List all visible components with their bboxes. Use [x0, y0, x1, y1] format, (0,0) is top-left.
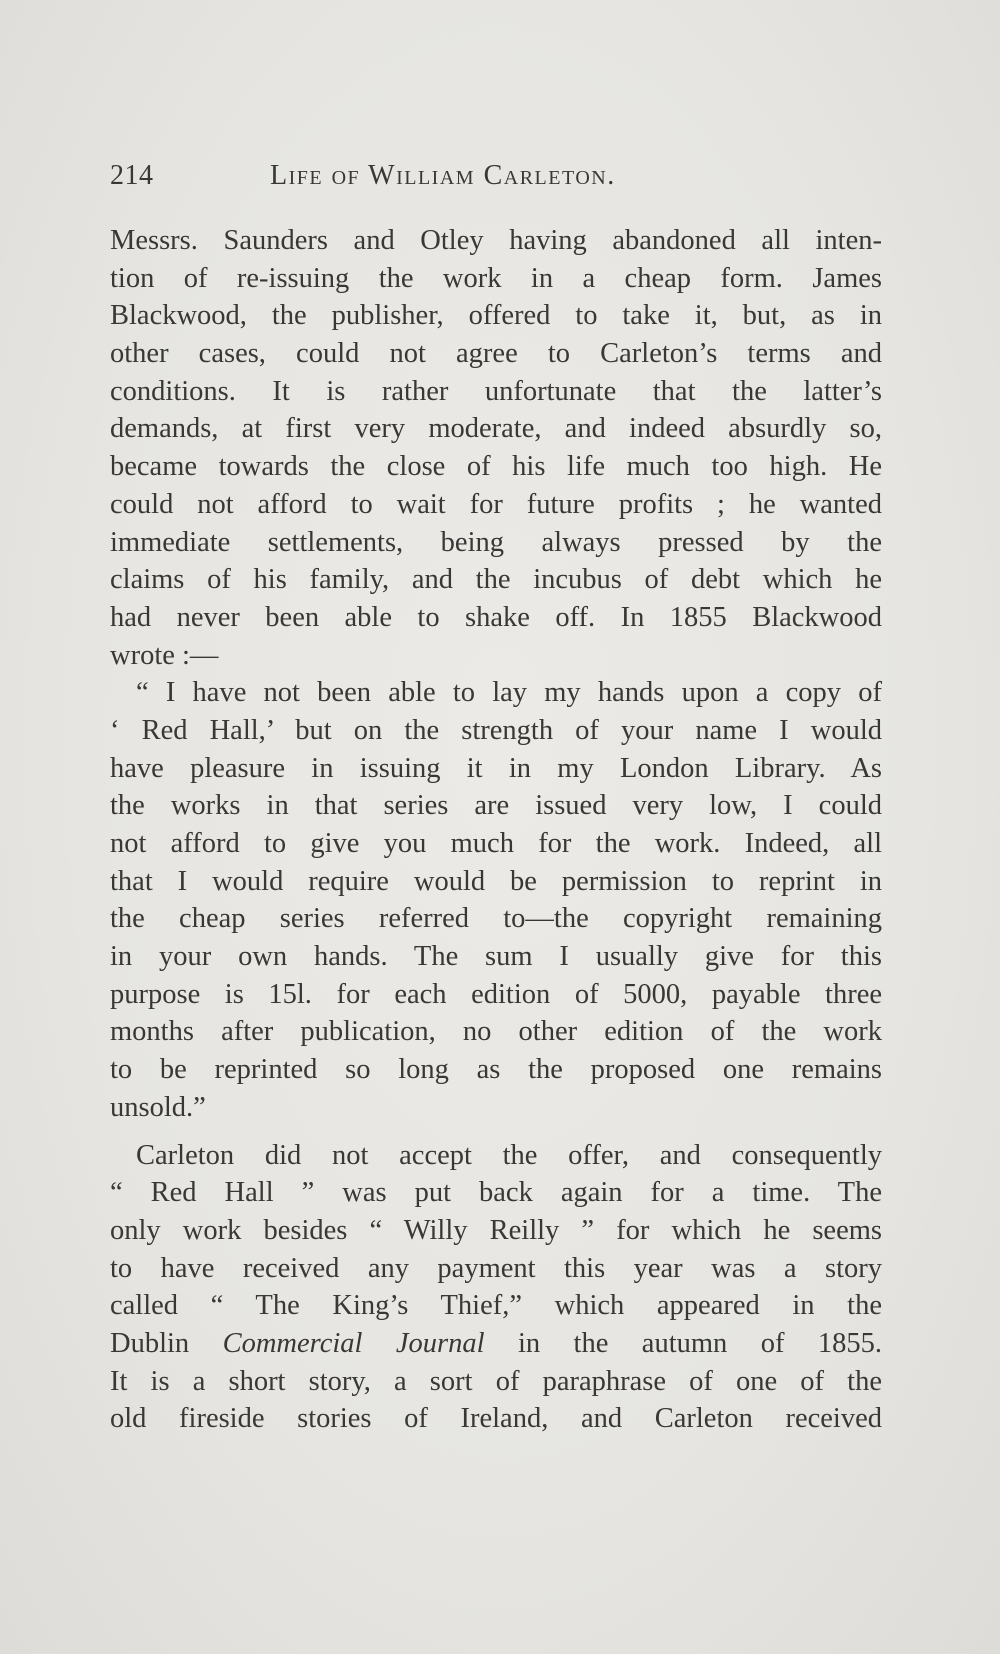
text-line: could not afford to wait for future profits ; he wanted [110, 488, 882, 520]
text-line: “ I have not been able to lay my hands upon a copy of [136, 677, 882, 709]
journal-title: Commercial Journal [222, 1327, 485, 1359]
text-line: in your own hands. The sum I usually give for this [110, 941, 882, 973]
text-line: unsold.” [110, 1091, 206, 1123]
body-text [110, 222, 882, 1438]
running-title: Life of William Carleton. [270, 160, 616, 191]
text-line: the cheap series referred to—the copyright remaining [110, 903, 882, 935]
text-line: old fireside stories of Ireland, and Carleton received [110, 1403, 882, 1435]
text-line: called “ The King’s Thief,” which appeared in the [110, 1290, 882, 1322]
text-line: the works in that series are issued very low, I could [110, 790, 882, 822]
text-line: purpose is 15l. for each edition of 5000, payable three [110, 978, 882, 1010]
text-run: in the autumn of 1855. [484, 1327, 882, 1359]
text-line: that I would require would be permission to reprint in [110, 865, 882, 897]
text-line [110, 1137, 882, 1175]
text-line: have pleasure in issuing it in my London Library. As [110, 752, 882, 784]
text-line: only work besides “ Willy Reilly ” for which he seems [110, 1214, 882, 1246]
text-line: It is a short story, a sort of paraphrase of one of the [110, 1365, 882, 1397]
blackwood-letter-quote [110, 674, 882, 712]
page-header [110, 160, 880, 200]
paragraph-gap [110, 1127, 882, 1137]
text-line [110, 1325, 882, 1363]
text-line: conditions. It is rather unfortunate that the latter’s [110, 375, 882, 407]
paragraph-1 [110, 222, 882, 674]
text-line: claims of his family, and the incubus of debt which he [110, 564, 882, 596]
text-line: became towards the close of his life much too high. He [110, 451, 882, 483]
text-line: immediate settlements, being always pressed by the [110, 526, 882, 558]
paragraph-2 [110, 1137, 882, 1439]
blackwood-letter-quote-body [110, 712, 882, 1127]
text-line: not afford to give you much for the work. Indeed, all [110, 828, 882, 859]
text-run: Dublin [110, 1327, 223, 1359]
text-line: “ Red Hall ” was put back again for a time. The [110, 1177, 882, 1209]
text-line: tion of re-issuing the work in a cheap form. James [110, 262, 882, 294]
text-line: other cases, could not agree to Carleton’s terms and [110, 338, 882, 370]
text-line: ‘ Red Hall,’ but on the strength of your name I would [110, 714, 882, 746]
text-line: Messrs. Saunders and Otley having abandoned all inten- [110, 225, 882, 256]
text-line: Blackwood, the publisher, offered to take it, but, as in [110, 300, 882, 332]
text-run: Carleton did not accept the offer, and consequently [136, 1139, 882, 1171]
text-line: wrote :— [110, 639, 219, 671]
page-number: 214 [110, 160, 154, 191]
text-line: to have received any payment this year was a story [110, 1252, 882, 1284]
text-line: had never been able to shake off. In 1855 Blackwood [110, 601, 882, 633]
text-line: months after publication, no other edition of the work [110, 1016, 882, 1048]
text-line: demands, at first very moderate, and indeed absurdly so, [110, 413, 882, 445]
text-line: to be reprinted so long as the proposed one remains [110, 1054, 882, 1086]
